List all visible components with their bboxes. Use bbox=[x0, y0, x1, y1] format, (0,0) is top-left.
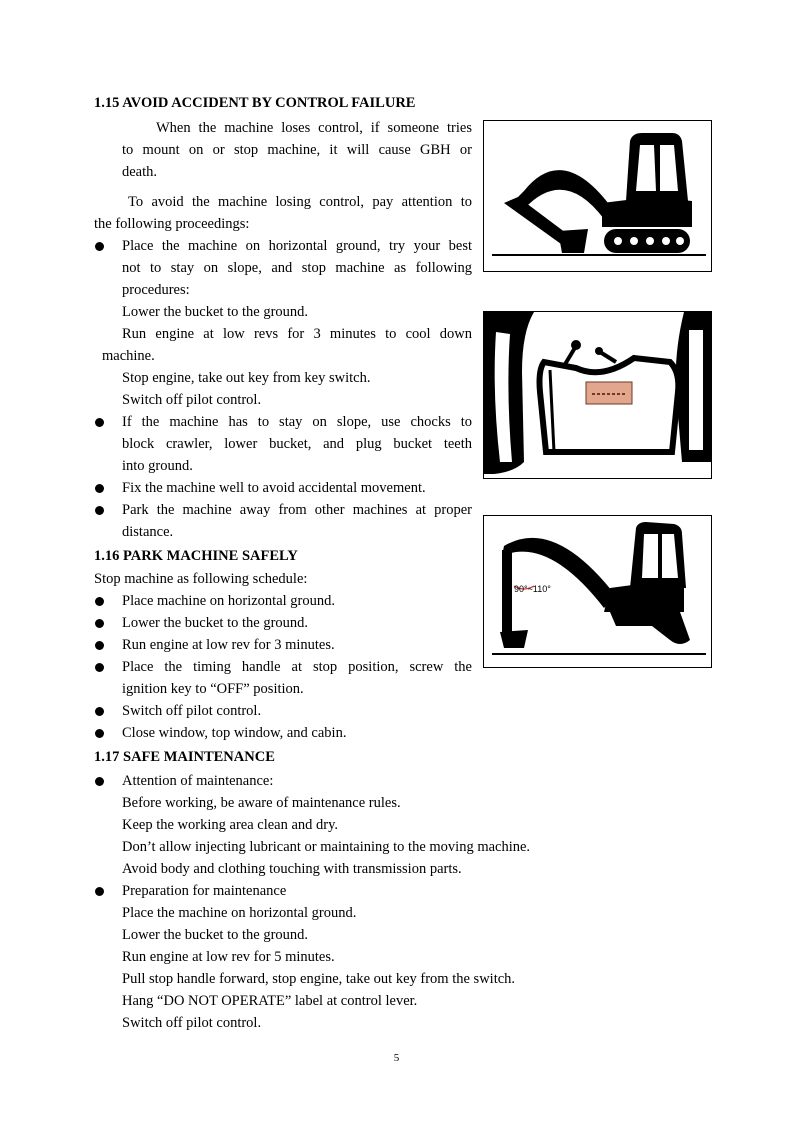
intro-line-3: death. bbox=[122, 164, 158, 180]
s117-sub-line: Run engine at low rev for 5 minutes. bbox=[122, 949, 335, 965]
s117-sub-line: Pull stop handle forward, stop engine, take out key from the switch. bbox=[122, 971, 516, 987]
s117-sub-line: Keep the working area clean and dry. bbox=[122, 817, 339, 833]
s116-b4-line-1: Place the timing handle at stop position, screw the bbox=[122, 659, 472, 675]
para2-line-2: the following proceedings: bbox=[94, 216, 250, 232]
s117-sub-line: Lower the bucket to the ground. bbox=[122, 927, 309, 943]
bullet-dot bbox=[95, 506, 104, 515]
b4-line-1: Park the machine away from other machines at proper bbox=[122, 502, 472, 518]
step-line: machine. bbox=[102, 348, 155, 364]
s116-item: Close window, top window, and cabin. bbox=[122, 725, 347, 741]
s117-b2: Preparation for maintenance bbox=[122, 883, 287, 899]
bullet-dot bbox=[95, 418, 104, 427]
s116-intro: Stop machine as following schedule: bbox=[94, 571, 308, 587]
bullet-dot bbox=[95, 663, 104, 672]
bullet-dot bbox=[95, 641, 104, 650]
s116-item: Switch off pilot control. bbox=[122, 703, 262, 719]
intro-line-2: to mount on or stop machine, it will cause GBH or bbox=[122, 142, 472, 158]
b1-line-2: not to stay on slope, and stop machine as following bbox=[122, 260, 472, 276]
b1-line-1: Place the machine on horizontal ground, try your best bbox=[122, 238, 472, 254]
s117-sub-line: Before working, be aware of maintenance rules. bbox=[122, 795, 401, 811]
s116-b4-line-2: ignition key to “OFF” position. bbox=[122, 681, 304, 697]
bullet-dot bbox=[95, 729, 104, 738]
b2-line-2: block crawler, lower bucket, and plug bucket teeth bbox=[122, 436, 472, 452]
bullet-dot bbox=[95, 777, 104, 786]
b1-line-3: procedures: bbox=[122, 282, 190, 298]
bullet-dot bbox=[95, 619, 104, 628]
angle-label: 90°~110° bbox=[514, 584, 551, 594]
s117-b1: Attention of maintenance: bbox=[122, 773, 274, 789]
section-title-1-15: 1.15 AVOID ACCIDENT BY CONTROL FAILURE bbox=[94, 95, 416, 111]
intro-line-1: When the machine loses control, if someone tries bbox=[156, 120, 472, 136]
s117-sub-line: Avoid body and clothing touching with transmission parts. bbox=[122, 861, 462, 877]
step-line: Run engine at low revs for 3 minutes to cool down bbox=[122, 326, 472, 342]
step-line: Lower the bucket to the ground. bbox=[122, 304, 309, 320]
b2-line-1: If the machine has to stay on slope, use chocks to bbox=[122, 414, 472, 430]
excavator-lowered-figure bbox=[483, 120, 712, 272]
b3-line: Fix the machine well to avoid accidental movement. bbox=[122, 480, 426, 496]
s116-item: Run engine at low rev for 3 minutes. bbox=[122, 637, 335, 653]
bullet-dot bbox=[95, 242, 104, 251]
s117-sub-line: Don’t allow injecting lubricant or maintaining to the moving machine. bbox=[122, 839, 531, 855]
excavator-parked-figure bbox=[483, 515, 712, 668]
s116-item: Place machine on horizontal ground. bbox=[122, 593, 336, 609]
bullet-dot bbox=[95, 887, 104, 896]
s116-item: Lower the bucket to the ground. bbox=[122, 615, 309, 631]
section-title-1-17: 1.17 SAFE MAINTENANCE bbox=[94, 749, 275, 765]
para2-line-1: To avoid the machine losing control, pay attention to bbox=[128, 194, 472, 210]
section-title-1-16: 1.16 PARK MACHINE SAFELY bbox=[94, 548, 298, 564]
cab-interior-figure bbox=[483, 311, 712, 479]
bullet-dot bbox=[95, 707, 104, 716]
bullet-dot bbox=[95, 597, 104, 606]
b2-line-3: into ground. bbox=[122, 458, 193, 474]
s117-sub-line: Place the machine on horizontal ground. bbox=[122, 905, 357, 921]
bullet-dot bbox=[95, 484, 104, 493]
step-line: Stop engine, take out key from key switch. bbox=[122, 370, 371, 386]
page-number: 5 bbox=[393, 1052, 400, 1064]
step-line: Switch off pilot control. bbox=[122, 392, 262, 408]
b4-line-2: distance. bbox=[122, 524, 174, 540]
s117-sub-line: Hang “DO NOT OPERATE” label at control lever. bbox=[122, 993, 418, 1009]
s117-sub-line: Switch off pilot control. bbox=[122, 1015, 262, 1031]
